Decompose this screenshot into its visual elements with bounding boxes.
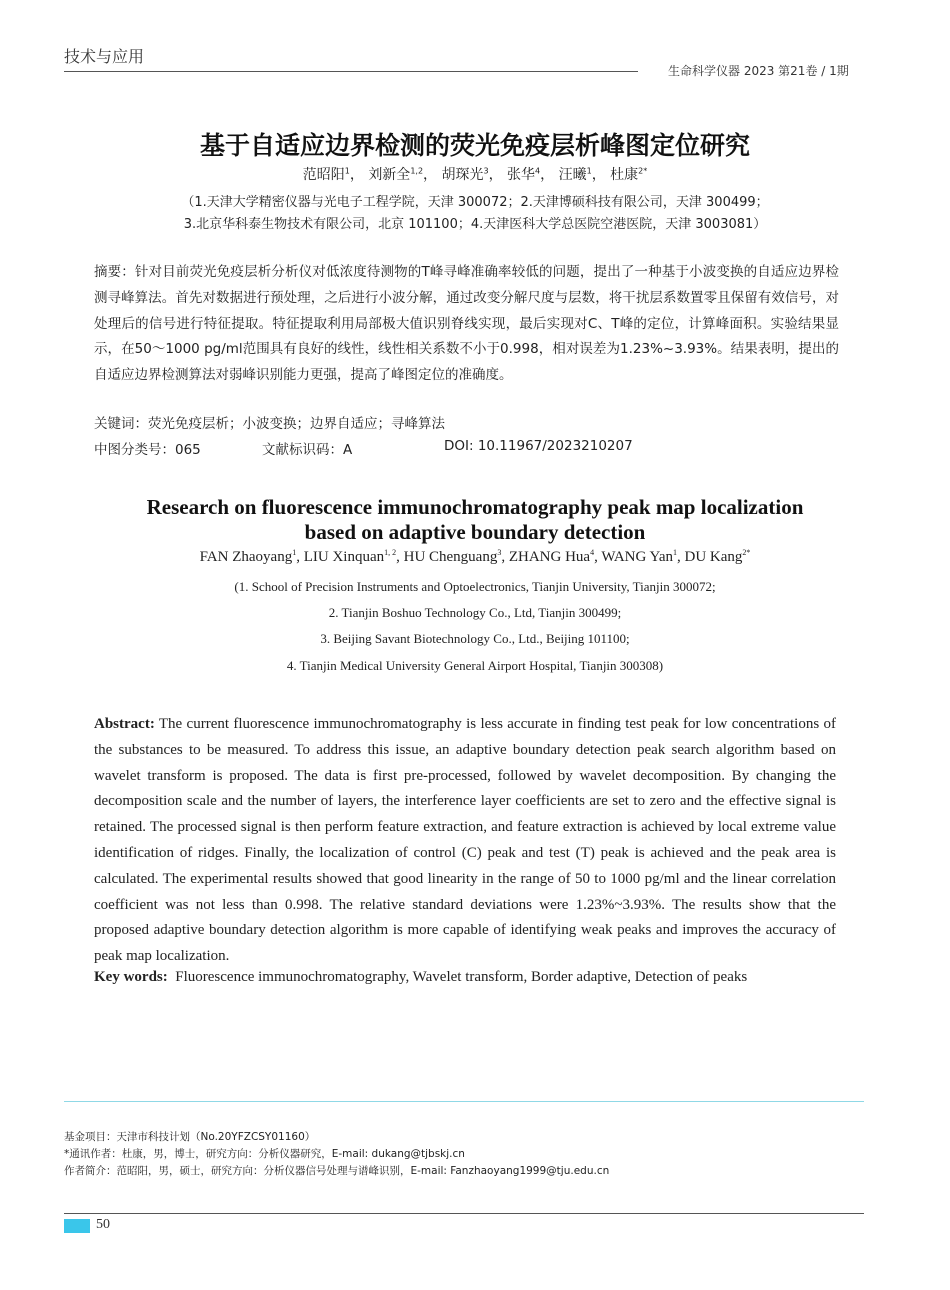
section-label: 技术与应用 bbox=[64, 47, 145, 66]
abstract-text: The current fluorescence immunochromatography is less accurate in finding test peak for low concentrations of the substances to be measured. To address this issue, an adaptive boundary detection peak search algorithm based on wavelet transform is proposed. The data is first pre-processed, followed by wavelet decomposition. By changing the decomposition scale and the number of layers, the interference layer coefficients are set to zero and the effective signal is retained. The processed signal is then perform feature extraction, and feature extraction is achieved by local extreme value identification of ridges. Finally, the localization of control (C) peak and test (T) peak is achieved and the peak area is calculated. The experimental results showed that good linearity in the range of 50 to 1000 pg/ml and the linear correlation coefficient was not less than 0.998. The relative standard deviations were 1.23%~3.93%. The results show that the proposed adaptive boundary detection algorithm is more capable of identifying weak peaks and improves the accuracy of peak map localization. bbox=[94, 716, 836, 965]
author-sup: 2* bbox=[742, 548, 751, 557]
author-name: LIU Xinquan bbox=[303, 549, 385, 565]
english-affiliation-line: 2. Tianjin Boshuo Technology Co., Ltd, Tianjin 300499; bbox=[328, 605, 622, 620]
page-marker bbox=[64, 1219, 90, 1233]
author-name: 汪曦 bbox=[558, 167, 587, 183]
english-keywords bbox=[94, 969, 747, 986]
author-name: FAN Zhaoyang bbox=[199, 549, 293, 565]
keywords-label: Key words: bbox=[94, 969, 168, 985]
author-name: WANG Yan bbox=[601, 549, 674, 565]
chinese-title: 基于自适应边界检测的荧光免疫层析峰图定位研究 bbox=[199, 131, 750, 160]
author-sup: 4 bbox=[590, 548, 595, 557]
doi: DOI: 10.11967/2023210207 bbox=[444, 438, 633, 454]
footer-rule bbox=[64, 1213, 864, 1214]
author-sup: 4 bbox=[535, 166, 541, 176]
author-name: 张华 bbox=[507, 167, 536, 183]
english-affiliation-line: (1. School of Precision Instruments and Optoelectronics, Tianjin University, Tianjin 300072; bbox=[234, 579, 716, 594]
author-sup: 2* bbox=[638, 166, 648, 176]
english-title-line: Research on fluorescence immunochromatography peak map localization bbox=[146, 495, 804, 519]
clc-number: 中图分类号：065 bbox=[94, 442, 201, 458]
author-name: HU Chenguang bbox=[403, 549, 498, 565]
author-name: ZHANG Hua bbox=[508, 549, 591, 565]
english-affiliation-line: 4. Tianjin Medical University General Airport Hospital, Tianjin 300308) bbox=[286, 658, 664, 673]
journal-info: 生命科学仪器 2023 第21卷 / 1期 bbox=[668, 64, 849, 78]
english-title-line: based on adaptive boundary detection bbox=[304, 520, 646, 544]
author-name: DU Kang bbox=[684, 549, 743, 565]
document-code: 文献标识码：A bbox=[262, 442, 353, 458]
author-name: 范昭阳 bbox=[302, 167, 345, 183]
author-sup: 1 bbox=[292, 548, 297, 557]
author-name: 胡琛光 bbox=[441, 167, 484, 183]
author-bio-footnote: 作者简介：范昭阳，男，硕士，研究方向：分析仪器信号处理与谱峰识别，E-mail: Fanzhaoyang1999@tju.edu.cn bbox=[64, 1165, 610, 1177]
author-sup: 1 bbox=[673, 548, 678, 557]
chinese-affiliation-line: 3.北京华科泰生物技术有限公司，北京 101100；4.天津医科大学总医院空港医院，天津 3003081） bbox=[183, 217, 767, 232]
chinese-authors: 范昭阳$^1$， 刘新全$^{1,2}$， 胡琛光$^3$， 张华$^4$， 汪曦$^1$， 杜康$^{2*}$ bbox=[302, 166, 648, 183]
author-sup: 1 bbox=[586, 166, 592, 176]
author-sup: 1, 2 bbox=[384, 548, 397, 557]
author-sup: 1 bbox=[344, 166, 350, 176]
english-affiliation-line: 3. Beijing Savant Biotechnology Co., Ltd., Beijing 101100; bbox=[320, 631, 630, 646]
corresponding-author-footnote: *通讯作者：杜康，男，博士，研究方向：分析仪器研究，E-mail: dukang@tjbskj.cn bbox=[64, 1148, 465, 1160]
keywords-text: Fluorescence immunochromatography, Wavelet transform, Border adaptive, Detection of peaks bbox=[175, 969, 748, 985]
chinese-keywords: 关键词：荧光免疫层析；小波变换；边界自适应；寻峰算法 bbox=[94, 416, 445, 432]
footnote-rule bbox=[64, 1101, 864, 1102]
abstract-label: Abstract: bbox=[94, 716, 155, 732]
english-authors: FAN Zhaoyang$^1$, LIU Xinquan$^{1, 2}$, HU Chenguang$^3$, ZHANG Hua$^4$, WANG Yan$^1$, DU Kang$^{2*}$ bbox=[199, 548, 751, 565]
fund-footnote: 基金项目：天津市科技计划（No.20YFZCSY01160） bbox=[64, 1131, 316, 1143]
chinese-affiliation-line: （1.天津大学精密仪器与光电子工程学院，天津 300072；2.天津博硕科技有限公司，天津 300499； bbox=[181, 195, 769, 210]
english-title bbox=[0, 495, 950, 545]
author-name: 杜康 bbox=[610, 167, 639, 183]
author-sup: 1,2 bbox=[410, 166, 424, 176]
english-abstract bbox=[94, 712, 836, 970]
author-sup: 3 bbox=[483, 166, 489, 176]
author-sup: 3 bbox=[497, 548, 502, 557]
page-number: 50 bbox=[96, 1217, 110, 1232]
author-name: 刘新全 bbox=[368, 167, 411, 183]
header-rule bbox=[64, 71, 638, 72]
chinese-abstract: 摘要：针对目前荧光免疫层析分析仪对低浓度待测物的T峰寻峰准确率较低的问题，提出了一种基于小波变换的自适应边界检测寻峰算法。首先对数据进行预处理，之后进行小波分解，通过改变分解尺度与层数，将干扰层系数置零且保留有效信号，对处理后的信号进行特征提取。特征提取利用局部极大值识别脊线实现，最后实现对C、T峰的定位，计算峰面积。实验结果显示，在50～1000 pg/ml范围具有良好的线性，线性相关系数不小于0.998，相对误差为1.23%~3.93%。结果表明，提出的自适应边界检测算法对弱峰识别能力更强，提高了峰图定位的准确度。 bbox=[94, 264, 839, 384]
